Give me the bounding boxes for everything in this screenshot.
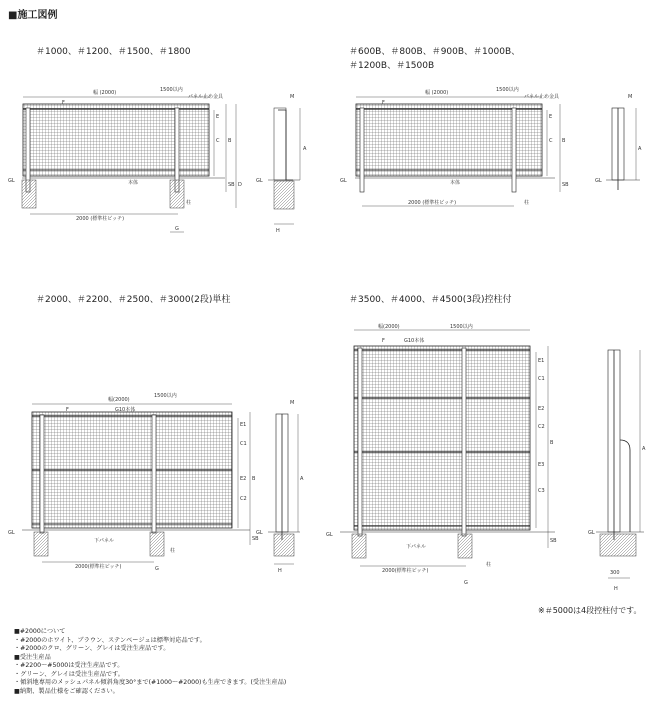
fig2-gl: GL xyxy=(340,178,347,184)
fig4-side-300: 300 xyxy=(610,570,620,576)
note-line: ・グリーン、グレイは受注生産品です。 xyxy=(14,670,124,678)
caption-fig2-line2: ＃1200B、＃1500B xyxy=(349,61,435,71)
fig1-post-label: 柱 xyxy=(186,200,192,206)
fig4-SB: SB xyxy=(550,538,557,544)
fig4-side-A: A xyxy=(642,446,646,452)
fig1-gl: GL xyxy=(8,178,15,184)
fig1-span: 2000 (標準柱ピッチ) xyxy=(76,216,125,222)
fig1-fitting-label: パネル止め金具 xyxy=(188,94,224,100)
fig3-side-M: M xyxy=(290,400,295,406)
fig2-E: E xyxy=(549,114,553,120)
fig3-lower-panel: 下パネル xyxy=(94,538,115,544)
note-line: ・#2000のクロ、グリーン、グレイは受注生産品です。 xyxy=(14,645,170,652)
fig3-pitch-label: 1500以内 xyxy=(154,393,177,399)
fig3-E1: E1 xyxy=(240,422,247,428)
caption-fig3: ＃2000、＃2200、＃2500、＃3000(2段)単柱 xyxy=(36,295,231,305)
fig3-gl: GL xyxy=(8,530,15,536)
note-line: ■#2000について xyxy=(14,628,66,635)
fig1-side-gl: GL xyxy=(256,178,263,184)
fig2-fitting-label: パネル止め金具 xyxy=(524,94,560,100)
fig2-post-label: 柱 xyxy=(524,200,530,206)
fig2-body-label: 本体 xyxy=(450,180,461,186)
fig1-drawing xyxy=(8,86,307,234)
fig3-span: 2000(標準柱ピッチ) xyxy=(75,564,122,570)
caption-fig4: ＃3500、＃4000、＃4500(3段)控柱付 xyxy=(349,295,512,305)
fig4-B: B xyxy=(550,440,554,446)
fig2-side-A: A xyxy=(638,146,642,152)
fig4-body-label: G10本体 xyxy=(404,338,425,344)
fig3-post-label: 柱 xyxy=(170,548,176,554)
fig3-C2: C2 xyxy=(240,496,247,502)
note-line: ■納期、製品仕様をご確認ください。 xyxy=(14,687,119,695)
fig4-C2: C2 xyxy=(538,424,545,430)
fig4-span: 2000(標準柱ピッチ) xyxy=(382,568,429,574)
fig4-E1: E1 xyxy=(538,358,545,364)
fig2-span: 2000 (標準柱ピッチ) xyxy=(408,200,457,206)
note-line: ・#2000のホワイト、ブラウン、ステンベージュは標準対応品です。 xyxy=(14,636,206,644)
fig1-pitch-label: 1500以内 xyxy=(160,87,183,93)
fig3-B: B xyxy=(252,476,256,482)
fig1-F: F xyxy=(62,100,65,106)
fig2-width-label: 幅 (2000) xyxy=(425,90,449,96)
fig1-D: D xyxy=(238,182,242,188)
fig3-E2: E2 xyxy=(240,476,247,482)
fig1-side-A: A xyxy=(303,146,307,152)
footnote: ※＃5000は4段控柱付です。 xyxy=(538,606,642,615)
notes-block xyxy=(14,628,286,696)
fig3-body-label: G10本体 xyxy=(115,407,136,413)
fig1-body-label: 本体 xyxy=(128,180,139,186)
fig4-G: G xyxy=(464,580,468,586)
fig4-E3: E3 xyxy=(538,462,545,468)
fig3-side-gl: GL xyxy=(256,530,263,536)
fig4-gl: GL xyxy=(326,532,333,538)
fig4-side-H: H xyxy=(614,586,618,592)
fig4-F: F xyxy=(382,338,385,344)
fig3-G: G xyxy=(155,566,159,572)
fig3-width-label: 幅(2000) xyxy=(108,397,130,403)
fig4-E2: E2 xyxy=(538,406,545,412)
fig4-C3: C3 xyxy=(538,488,545,494)
fig1-C: C xyxy=(216,138,220,144)
fig3-side-A: A xyxy=(300,476,304,482)
fig4-side-gl: GL xyxy=(588,530,595,536)
fig4-post-label: 柱 xyxy=(486,562,492,568)
fig2-side-M: M xyxy=(628,94,633,100)
fig1-B: B xyxy=(228,138,232,144)
fig2-side-gl: GL xyxy=(595,178,602,184)
fig3-F: F xyxy=(66,407,69,413)
fig4-lower-panel: 下パネル xyxy=(406,544,427,550)
fig4-width-label: 幅(2000) xyxy=(378,324,400,330)
fig1-E: E xyxy=(216,114,220,120)
fig3-side-H: H xyxy=(278,568,282,574)
fig4-C1: C1 xyxy=(538,376,545,382)
fig2-pitch-label: 1500以内 xyxy=(496,87,519,93)
note-line: ・傾斜地専用のメッシュパネル傾斜角度30°まで(#1000〜#2000)も生産できます。(受注生産品) xyxy=(14,679,287,686)
fig3-drawing xyxy=(8,392,304,574)
fig1-side-M: M xyxy=(290,94,295,100)
fig2-SB: SB xyxy=(562,182,569,188)
note-line: ・#2200〜#5000は受注生産品です。 xyxy=(14,662,124,669)
fig1-width-label: 幅 (2000) xyxy=(93,90,117,96)
fig2-drawing xyxy=(340,86,642,206)
fig4-pitch-label: 1500以内 xyxy=(450,324,473,330)
fig4-drawing xyxy=(326,323,646,592)
fig2-C: C xyxy=(549,138,553,144)
fig2-B: B xyxy=(562,138,566,144)
fig1-G: G xyxy=(175,226,179,232)
caption-fig2-line1: ＃600B、＃800B、＃900B、＃1000B、 xyxy=(349,47,521,57)
note-line: ■受注生産品 xyxy=(14,653,51,661)
fig3-SB: SB xyxy=(252,536,259,542)
section-title: ■施工図例 xyxy=(8,10,58,21)
fig1-SB: SB xyxy=(228,182,235,188)
caption-fig1: ＃1000、＃1200、＃1500、＃1800 xyxy=(36,47,191,57)
fig1-side-H: H xyxy=(276,228,280,234)
fig2-F: F xyxy=(382,100,385,106)
fig3-C1: C1 xyxy=(240,441,247,447)
